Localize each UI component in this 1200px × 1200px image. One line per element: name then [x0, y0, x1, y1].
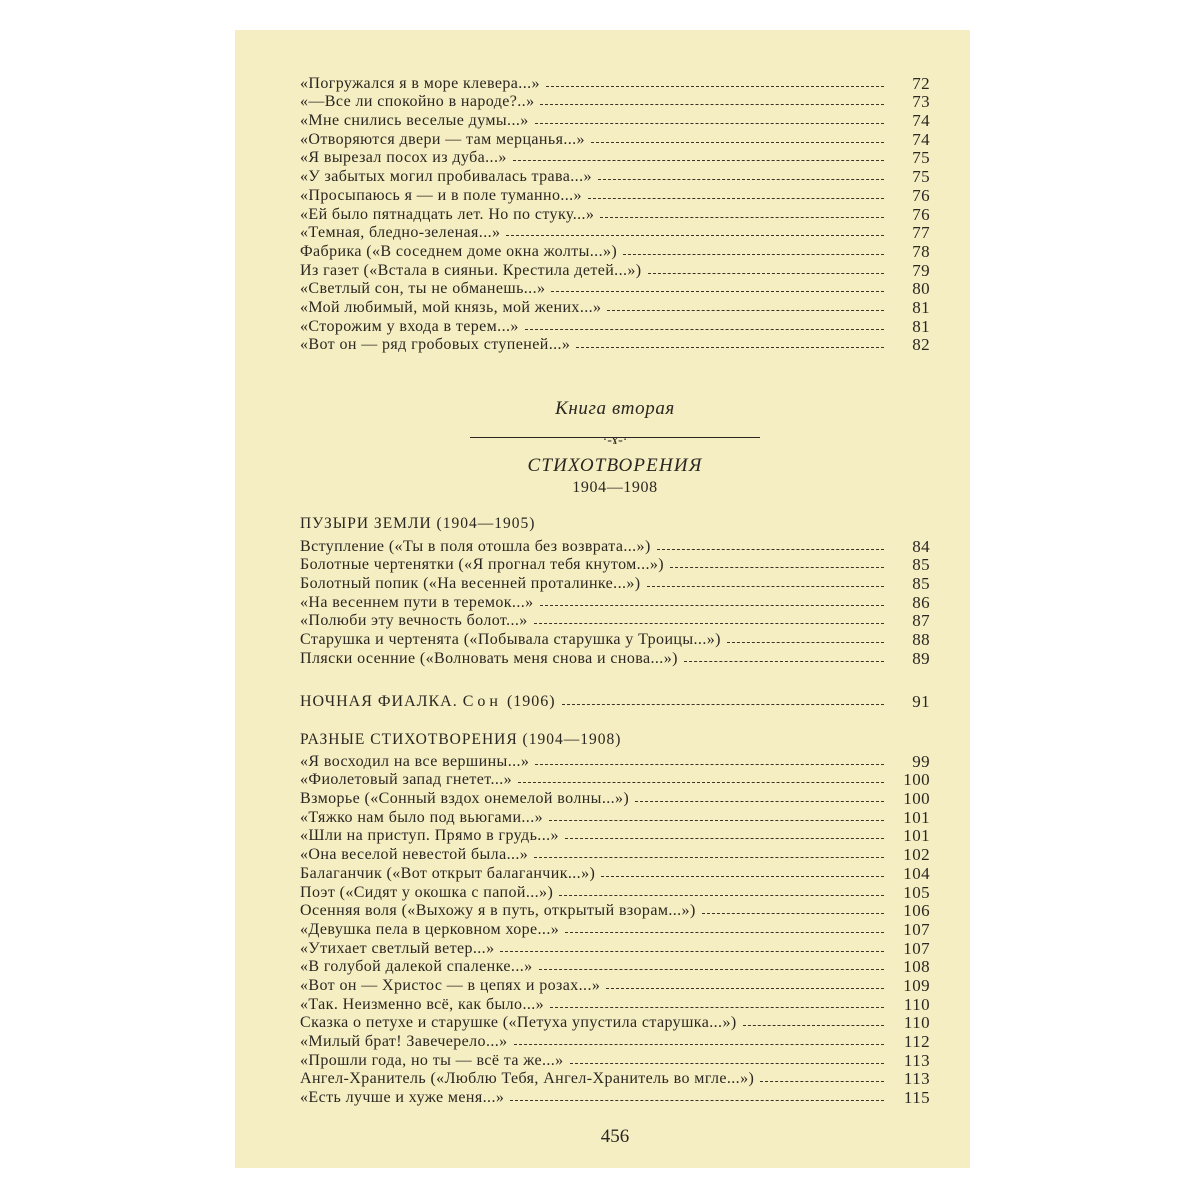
entry-title: «Тяжко нам было под вьюгами...»	[300, 808, 544, 826]
dot-leader	[601, 876, 884, 877]
dot-leader	[559, 895, 884, 896]
page-ref: 76	[912, 204, 930, 224]
dot-leader	[727, 642, 884, 643]
dot-leader	[565, 838, 884, 839]
entry-title: Сказка о петухе и старушке («Петуха упустила старушка...»)	[300, 1014, 737, 1032]
toc-entry[interactable]	[300, 1088, 930, 1107]
toc-entry[interactable]	[300, 593, 930, 612]
entry-title: Пляски осенние («Волновать меня снова и снова...»)	[300, 649, 678, 667]
page-ref: 113	[903, 1069, 930, 1089]
toc-entry[interactable]	[300, 537, 930, 556]
entry-title: Вступление («Ты в поля отошла без возврата...»)	[300, 537, 651, 555]
page-ref: 107	[903, 938, 930, 958]
entry-title: «Есть лучше и хуже меня...»	[300, 1089, 505, 1107]
toc-entry[interactable]	[300, 556, 930, 575]
page-ref: 72	[912, 73, 930, 93]
toc-list-puzyri-zemli	[300, 537, 930, 668]
toc-entry[interactable]	[300, 845, 930, 864]
page-ref: 113	[903, 1050, 930, 1070]
toc-entry[interactable]	[300, 280, 930, 299]
page-ref: 101	[903, 807, 930, 827]
dot-leader	[570, 1063, 884, 1064]
ornament-icon: ·-ɤ-·	[602, 433, 628, 448]
page-ref: 99	[912, 751, 930, 771]
page-ref: 78	[912, 241, 930, 261]
toc-entry[interactable]	[300, 1032, 930, 1051]
page-ref: 91	[912, 691, 930, 711]
toc-entry[interactable]	[300, 920, 930, 939]
dot-leader	[565, 932, 884, 933]
page-ref: 79	[912, 260, 930, 280]
toc-entry[interactable]	[300, 111, 930, 130]
page-ref: 85	[912, 555, 930, 575]
entry-title: «У забытых могил пробивалась трава...»	[300, 168, 592, 186]
toc-entry[interactable]	[300, 336, 930, 355]
page-ref: 105	[903, 882, 930, 902]
entry-title: «Прошли года, но ты — всё та же...»	[300, 1051, 564, 1069]
book-title: Книга вторая	[555, 398, 675, 419]
dot-leader	[562, 704, 884, 705]
page-ref: 75	[912, 148, 930, 168]
dot-leader	[760, 1081, 884, 1082]
dot-leader	[591, 142, 884, 143]
toc-entry[interactable]	[300, 167, 930, 186]
toc-entry[interactable]	[300, 649, 930, 668]
toc-entry[interactable]	[300, 958, 930, 977]
dot-leader	[606, 988, 884, 989]
entry-title: «Мне снились веселые думы...»	[300, 112, 529, 130]
page-ref: 100	[903, 770, 930, 790]
dot-leader	[506, 235, 884, 236]
dot-leader	[534, 623, 884, 624]
entry-title: «Отворяются двери — там мерцанья...»	[300, 130, 585, 148]
entry-title: Фабрика («В соседнем доме окна жолты...»)	[300, 242, 618, 260]
entry-title: «Девушка пела в церковном хоре...»	[300, 920, 560, 938]
toc-list-raznye	[300, 752, 930, 1107]
dot-leader	[684, 661, 884, 662]
dot-leader	[635, 801, 884, 802]
page-ref: 86	[912, 592, 930, 612]
entry-title: «Ей было пятнадцать лет. Но по стуку...»	[300, 205, 595, 223]
page-number: 456	[600, 1126, 630, 1147]
toc-entry[interactable]	[300, 1051, 930, 1070]
page-ref: 109	[903, 975, 930, 995]
dot-leader	[539, 969, 884, 970]
entry-title: «—Все ли спокойно в народе?..»	[300, 93, 535, 111]
page-ref: 73	[912, 92, 930, 112]
toc-entry[interactable]	[300, 186, 930, 205]
page-ref: 75	[912, 167, 930, 187]
page-ref: 104	[903, 863, 930, 883]
toc-entry[interactable]	[300, 827, 930, 846]
dot-leader	[588, 198, 884, 199]
page-ref: 107	[903, 919, 930, 939]
entry-title: «Сторожим у входа в терем...»	[300, 317, 519, 335]
dot-leader	[670, 567, 884, 568]
page-ref: 110	[903, 994, 930, 1014]
toc-entry[interactable]	[300, 242, 930, 261]
entry-title: Старушка и чертенята («Побывала старушка у Троицы...»)	[300, 631, 721, 649]
entry-title: «Вот он — Христос — в цепях и розах...»	[300, 976, 601, 994]
dot-leader	[600, 217, 884, 218]
page-ref: 102	[903, 845, 930, 865]
dot-leader	[510, 1100, 884, 1101]
entry-title: «На весеннем пути в теремок...»	[300, 593, 534, 611]
page-ref: 85	[912, 574, 930, 594]
entry-title: «Утихает светлый ветер...»	[300, 939, 495, 957]
dot-leader	[550, 1007, 884, 1008]
page-ref: 84	[912, 536, 930, 556]
page-ref: 80	[912, 279, 930, 299]
toc-entry[interactable]	[300, 612, 930, 631]
toc-entry[interactable]	[300, 205, 930, 224]
cycle-heading-puzyri-zemli: ПУЗЫРИ ЗЕМЛИ (1904—1905)	[300, 515, 536, 532]
entry-title: Болотный попик («На весенней проталинке...»)	[300, 575, 641, 593]
dot-leader	[702, 913, 884, 914]
entry-title: «Милый брат! Завечерело...»	[300, 1033, 508, 1050]
page-ref: 112	[903, 1032, 930, 1051]
page-ref: 82	[912, 335, 930, 355]
entry-title: Болотные чертенятки («Я прогнал тебя кнутом...»)	[300, 556, 665, 574]
dot-leader	[513, 160, 884, 161]
toc-entry[interactable]	[300, 1014, 930, 1033]
toc-entry[interactable]	[300, 939, 930, 958]
dot-leader	[540, 104, 884, 105]
dot-leader	[549, 820, 884, 821]
entry-title: Осенняя воля («Выхожу я в путь, открытый взорам...»)	[300, 902, 696, 920]
toc-entry-nochnaya-fialka[interactable]	[300, 692, 930, 711]
dot-leader	[648, 273, 884, 274]
toc-entry[interactable]	[300, 864, 930, 883]
page-ref: 74	[912, 111, 930, 131]
page-ref: 100	[903, 789, 930, 809]
entry-title: Ангел-Хранитель («Люблю Тебя, Ангел-Хранитель во мгле...»)	[300, 1070, 755, 1088]
entry-title: «Фиолетовый запад гнетет...»	[300, 771, 513, 789]
entry-title: «Так. Неизменно всё, как было...»	[300, 995, 545, 1013]
cycle-subtitle: Сон	[462, 692, 502, 710]
page-ref: 81	[912, 316, 930, 336]
dot-leader	[534, 857, 884, 858]
dot-leader	[500, 951, 884, 952]
page-ref: 88	[912, 630, 930, 650]
entry-title: «Вот он — ряд гробовых ступеней...»	[300, 336, 571, 354]
dot-leader	[546, 86, 884, 87]
page-ref: 81	[912, 297, 930, 317]
toc-list-book-one-end	[300, 74, 930, 354]
page-ref: 106	[903, 901, 930, 921]
toc-entry[interactable]	[300, 224, 930, 243]
section-years: 1904—1908	[572, 479, 658, 496]
page-ref: 110	[903, 1013, 930, 1033]
toc-entry[interactable]	[300, 789, 930, 808]
page-ref: 101	[903, 826, 930, 846]
toc-entry[interactable]	[300, 752, 930, 771]
section-title: СТИХОТВОРЕНИЯ	[527, 455, 703, 476]
entry-title: «Погружался я в море клевера...»	[300, 74, 540, 92]
entry-title: «Я восходил на все вершины...»	[300, 752, 530, 770]
entry-title: «В голубой далекой спаленке...»	[300, 958, 533, 976]
page-ref: 76	[912, 185, 930, 205]
dot-leader	[576, 347, 884, 348]
page-ref: 89	[912, 648, 930, 668]
page-ref: 74	[912, 129, 930, 149]
entry-title: «Светлый сон, ты не обманешь...»	[300, 280, 546, 298]
toc-entry[interactable]	[300, 771, 930, 790]
dot-leader	[551, 291, 884, 292]
cycle-heading-raznye: РАЗНЫЕ СТИХОТВОРЕНИЯ (1904—1908)	[300, 731, 622, 748]
entry-title: «Я вырезал посох из дуба...»	[300, 149, 507, 167]
entry-title: «Мой любимый, мой князь, мой жених...»	[300, 298, 602, 316]
entry-title: Из газет («Встала в сияньи. Крестила детей...»)	[300, 261, 642, 279]
dot-leader	[535, 764, 884, 765]
toc-entry[interactable]	[300, 93, 930, 112]
toc-entry[interactable]	[300, 808, 930, 827]
toc-entry[interactable]	[300, 261, 930, 280]
page-ref: 108	[903, 957, 930, 977]
page-ref: 115	[903, 1088, 930, 1108]
dot-leader	[743, 1025, 884, 1026]
dot-leader	[598, 179, 884, 180]
page-ref: 77	[912, 223, 930, 243]
toc-entry[interactable]	[300, 630, 930, 649]
dot-leader	[525, 329, 884, 330]
toc-entry[interactable]	[300, 1070, 930, 1089]
entry-title: Взморье («Сонный вздох онемелой волны...»)	[300, 790, 630, 808]
entry-title: «Полюби эту вечность болот...»	[300, 612, 528, 630]
dot-leader	[623, 254, 884, 255]
page-ref: 87	[912, 611, 930, 631]
dot-leader	[540, 605, 884, 606]
toc-entry[interactable]	[300, 130, 930, 149]
toc-entry[interactable]	[300, 976, 930, 995]
toc-entry[interactable]	[300, 883, 930, 902]
toc-entry[interactable]	[300, 902, 930, 921]
entry-title: «Просыпаюсь я — и в поле туманно...»	[300, 186, 582, 204]
toc-entry[interactable]	[300, 574, 930, 593]
cycle-title: НОЧНАЯ ФИАЛКА.	[300, 692, 458, 710]
entry-title: «Шли на приступ. Прямо в грудь...»	[300, 827, 559, 845]
entry-title: «Темная, бледно-зеленая...»	[300, 224, 501, 242]
dot-leader	[607, 310, 884, 311]
dot-leader	[647, 586, 884, 587]
toc-entry[interactable]	[300, 149, 930, 168]
toc-entry[interactable]	[300, 317, 930, 336]
dot-leader	[535, 123, 884, 124]
cycle-years: (1906)	[506, 692, 556, 710]
dot-leader	[518, 782, 884, 783]
toc-entry[interactable]	[300, 995, 930, 1014]
toc-entry[interactable]	[300, 298, 930, 317]
dot-leader	[514, 1044, 884, 1045]
toc-entry[interactable]	[300, 74, 930, 93]
entry-title: «Она веселой невестой была...»	[300, 846, 529, 864]
dot-leader	[657, 549, 884, 550]
entry-title: Балаганчик («Вот открыт балаганчик...»)	[300, 864, 596, 882]
entry-title: Поэт («Сидят у окошка с папой...»)	[300, 883, 554, 901]
